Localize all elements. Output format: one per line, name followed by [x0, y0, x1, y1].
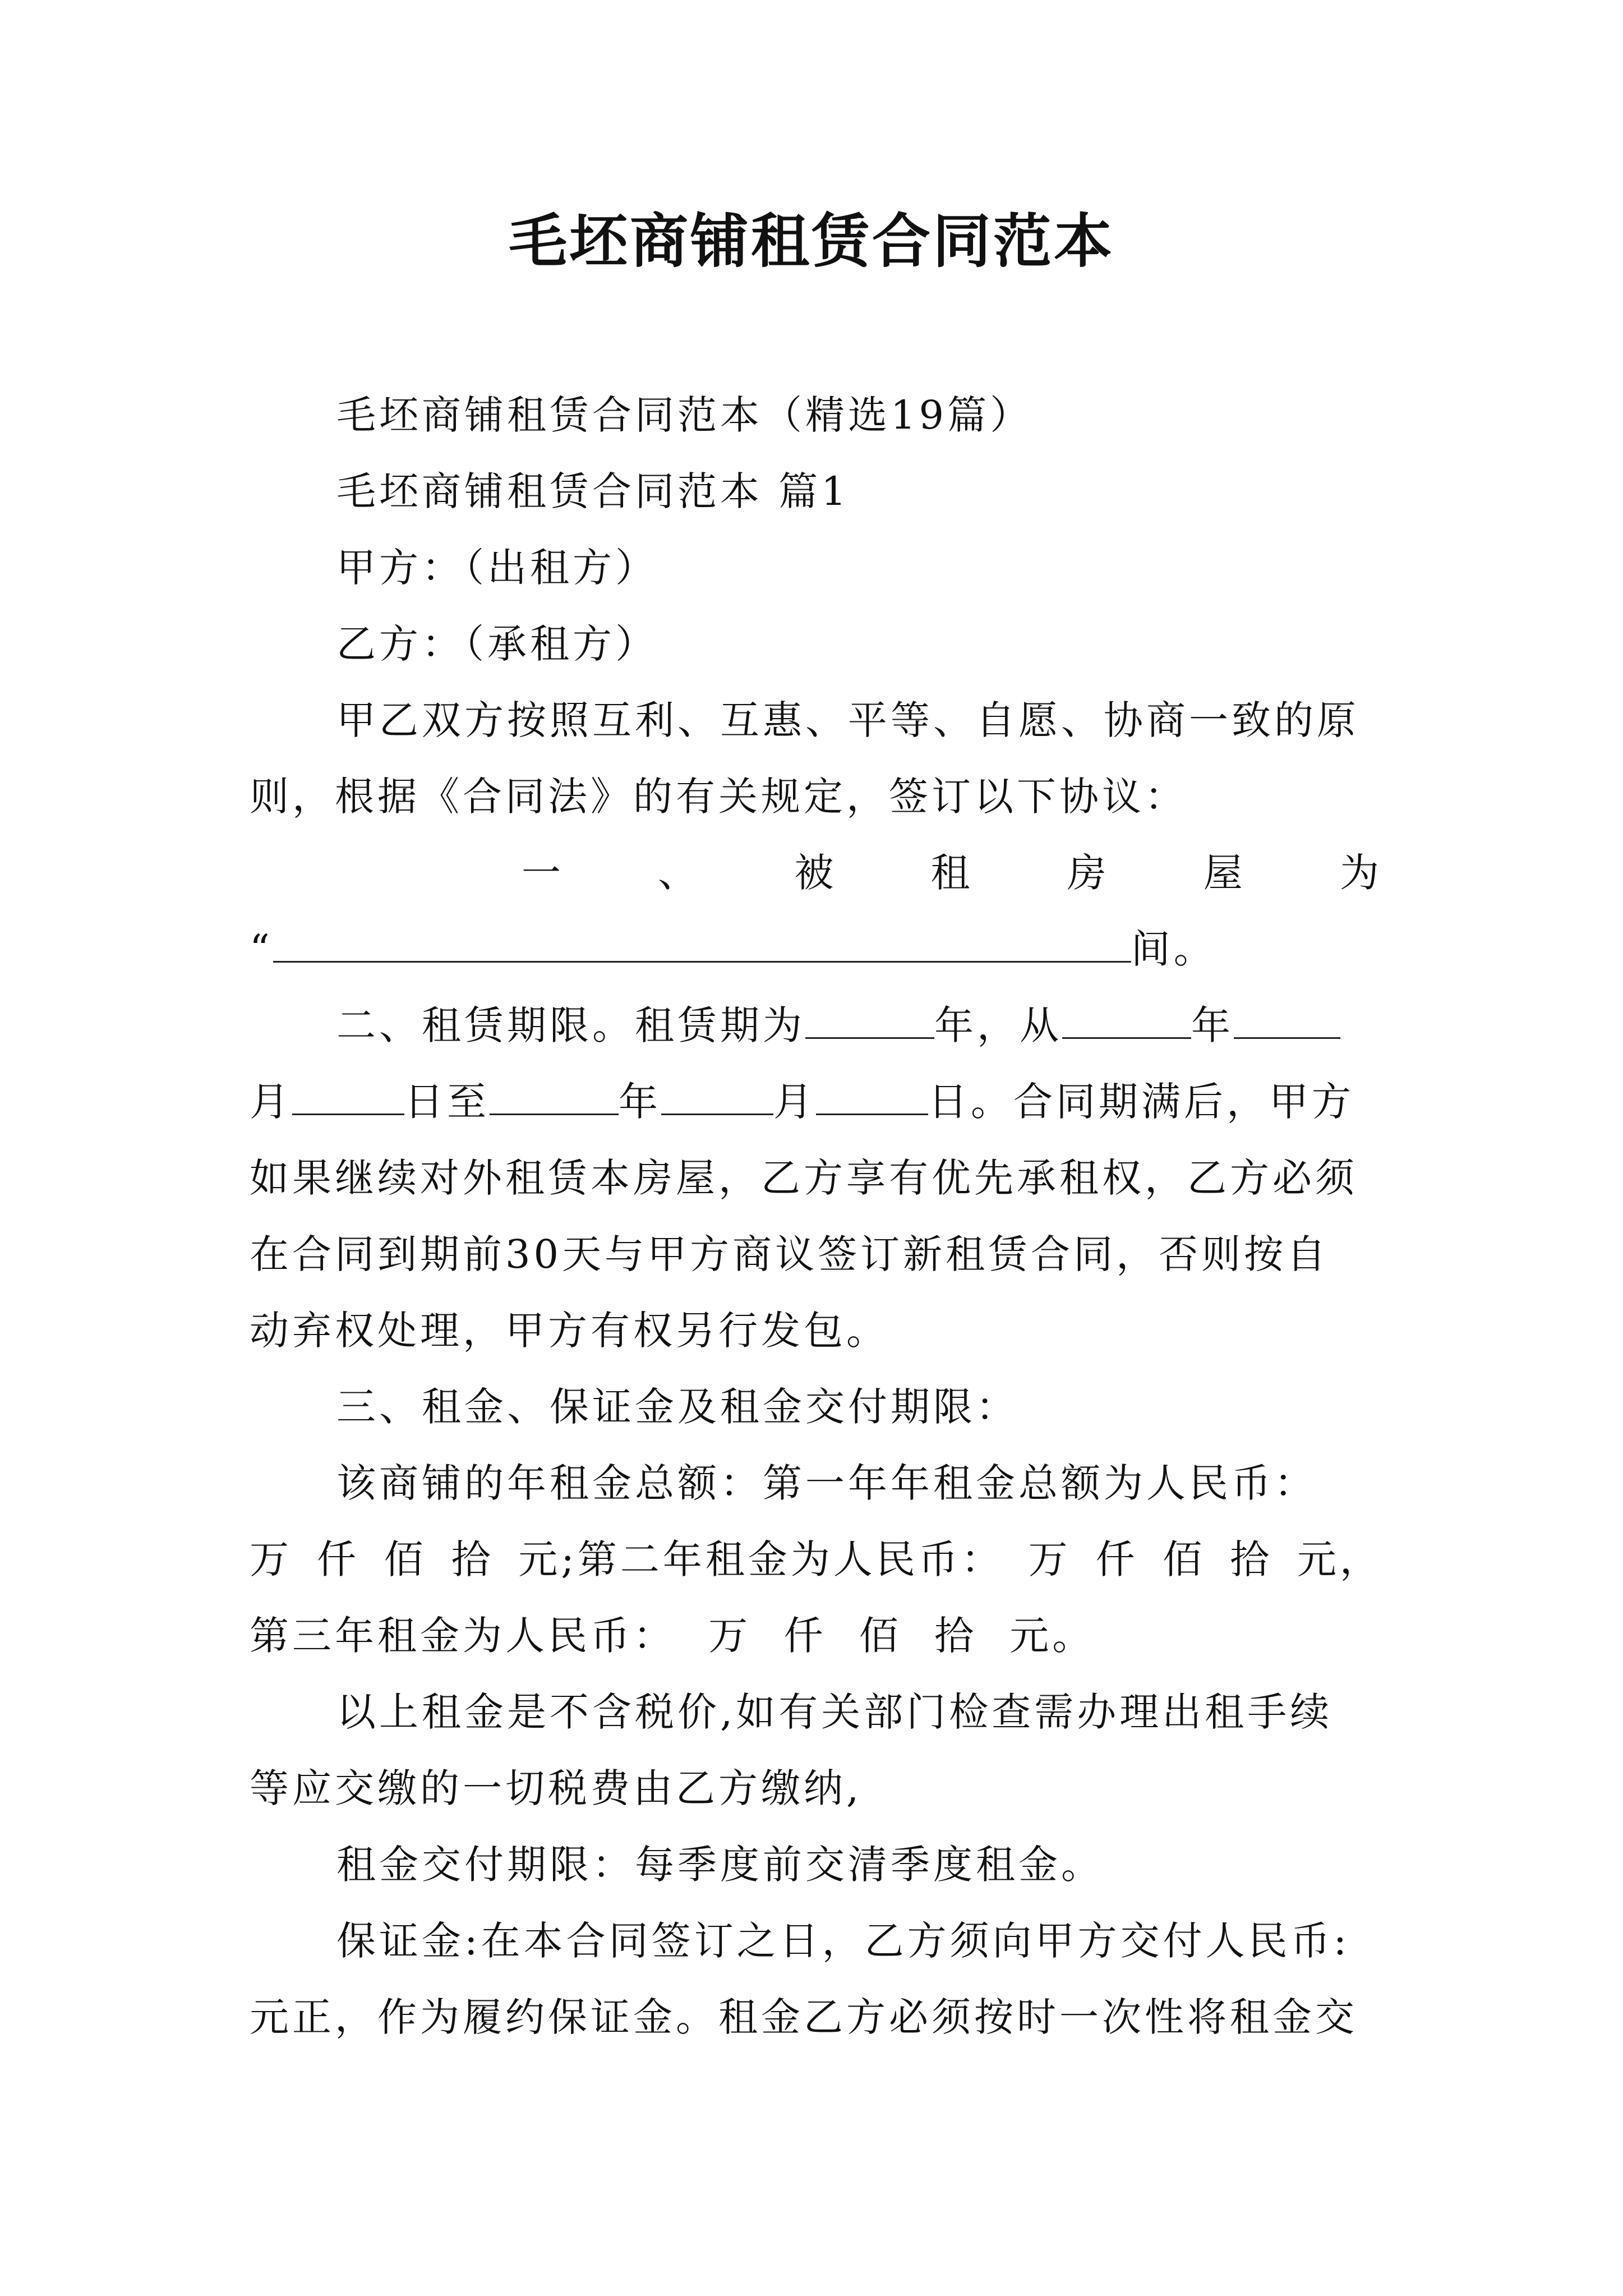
- clause-char: 一: [522, 850, 564, 896]
- section-three-heading: 三、租金、保证金及租金交付期限：: [336, 1384, 1018, 1430]
- fill-blank: [292, 1076, 404, 1115]
- paragraph-line: 则，根据《合同法》的有关规定，签订以下协议：: [250, 774, 1187, 820]
- paragraph-line: 动弃权处理，甲方有权另行发包。: [250, 1308, 889, 1354]
- paragraph-line: 以上租金是不含税价,如有关部门检查需办理出租手续: [336, 1689, 1333, 1735]
- fill-blank: [490, 1076, 619, 1115]
- paragraph-line: 等应交缴的一切税费由乙方缴纳,: [250, 1765, 863, 1811]
- paragraph-line: 元正，作为履约保证金。租金乙方必须按时一次性将租金交: [250, 1994, 1358, 2040]
- clause-one-blank-line: “ 间。: [250, 921, 1382, 977]
- rent-amount-line: 万 仟 佰 拾 元;第二年租金为人民币： 万 仟 佰 拾 元，: [250, 1536, 1382, 1582]
- clause-char: 、: [658, 850, 701, 896]
- page-title: 毛坯商铺租赁合同范本: [508, 206, 1114, 275]
- clause-char: 租: [930, 850, 974, 896]
- clause-char: 被: [794, 850, 837, 896]
- paragraph-line: 该商铺的年租金总额：第一年年租金总额为人民币：: [336, 1460, 1317, 1506]
- paragraph-line: 如果继续对外租赁本房屋，乙方享有优先承租权，乙方必须: [250, 1155, 1358, 1201]
- clause-one-line: [522, 845, 1382, 901]
- subtitle-line: 毛坯商铺租赁合同范本（精选19篇）: [336, 392, 1033, 438]
- paragraph-line: 在合同到期前30天与甲方商议签订新租赁合同，否则按自: [250, 1231, 1330, 1277]
- paragraph-line: 保证金:在本合同签订之日，乙方须向甲方交付人民币:: [336, 1918, 1350, 1964]
- clause-char: 屋: [1203, 850, 1246, 896]
- fill-blank: [661, 1076, 773, 1115]
- lease-term-line: 月 日至 年 月 日。合同期满后，甲方: [250, 1074, 1382, 1130]
- fill-blank: [273, 924, 1131, 963]
- party-b-line: 乙方：（承租方）: [336, 621, 658, 667]
- fill-blank: [1234, 1000, 1340, 1039]
- fill-blank: [816, 1076, 928, 1115]
- paragraph-line: 租金交付期限：每季度前交清季度租金。: [336, 1842, 1104, 1888]
- section-heading: 毛坯商铺租赁合同范本 篇1: [336, 468, 850, 514]
- lease-term-line: 二、租赁期限。租赁期为 年，从 年: [336, 997, 1382, 1053]
- fill-blank: [1062, 1000, 1191, 1039]
- paragraph-line: 甲乙双方按照互利、互惠、平等、自愿、协商一致的原: [336, 697, 1359, 743]
- fill-blank: [805, 1000, 934, 1039]
- paragraph-line: 第三年租金为人民币： 万 仟 佰 拾 元。: [250, 1613, 1095, 1659]
- clause-char: 为: [1339, 850, 1382, 896]
- clause-char: 房: [1067, 850, 1110, 896]
- party-a-line: 甲方：（出租方）: [336, 545, 658, 591]
